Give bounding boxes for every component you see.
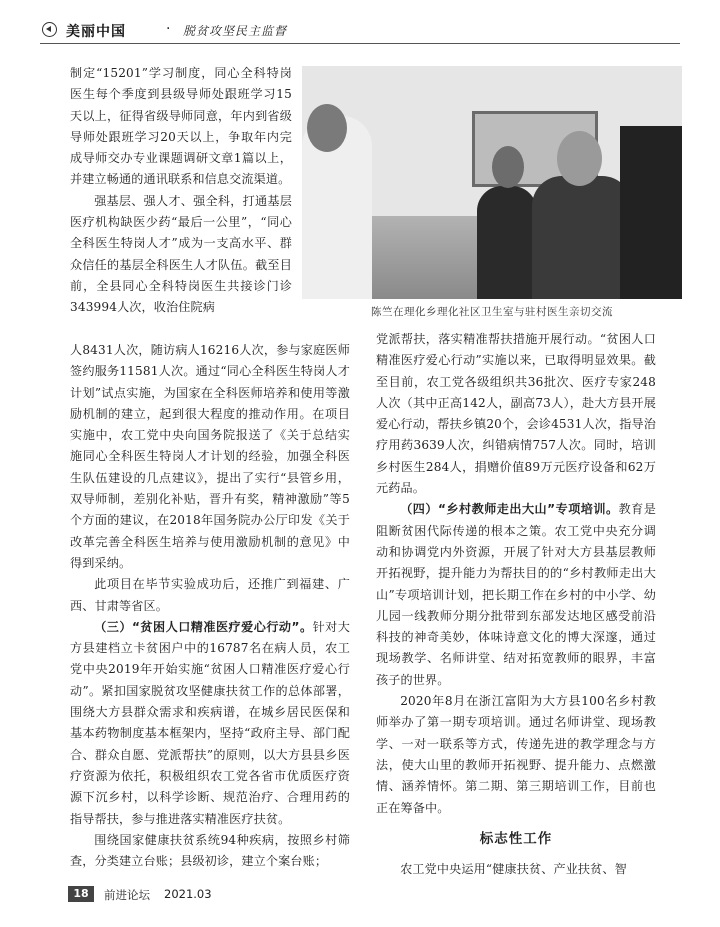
section-heading: （四）“乡村教师走出大山”专项培训。 bbox=[400, 502, 619, 517]
paragraph bbox=[70, 617, 350, 830]
paragraph bbox=[376, 499, 656, 691]
paragraph: 强基层、强人才、强全科，打通基层医疗机构缺医少药“最后一公里”，“同心全科医生特岗人才”成为一支高水平、群众信任的基层全科医生人才队伍。截至目前，全县同心全科特岗医生共接诊门诊343994人次，收治住院病 bbox=[70, 193, 292, 315]
issue-number: 2021.03 bbox=[164, 887, 212, 901]
left-column-bottom bbox=[70, 340, 350, 872]
title-separator: · bbox=[166, 21, 171, 37]
page-number: 18 bbox=[68, 886, 94, 902]
paragraph-text: 针对大方县建档立卡贫困户中的16787名在病人员，农工党中央2019年开始实施“贫困人口精准医疗爱心行动”。紧扣国家脱贫攻坚健康扶贫工作的总体部署，围绕大方县群众需求和疾病谱，在城乡居民医保和基本药物制度基本框架内，坚持“政府主导、部门配合、群众自愿、党派帮扶”的原则，以大方县县乡医疗资源为依托，积极组织农工党各省市优质医疗资源下沉乡村，以科学诊断、规范治疗、合理用药的指导帮扶，参与推进落实精准医疗扶贫。 bbox=[70, 619, 350, 826]
photo-caption: 陈竺在理化乡理化社区卫生室与驻村医生亲切交流 bbox=[371, 306, 613, 318]
paragraph: 人8431人次，随访病人16216人次，参与家庭医师签约服务11581人次。通过“同心全科医生特岗人才计划”试点实施，为国家在全科医师培养和使用等激励机制的建立，起到很大程度的推动作用。在项目实施中，农工党中央向国务院报送了《关于总结实施同心全科医生特岗人才计划的经验，加强全科医生队伍建设的几点建议》，提出了实行“县管乡用，双导师制，差别化补贴，晋升有奖，精神激励”等5个方面的建议，在2018年国务院办公厅印发《关于改革完善全科医生培养与使用激励机制的意见》中得到采纳。 bbox=[70, 343, 350, 570]
article-photo bbox=[302, 66, 682, 299]
journal-name: 前进论坛 bbox=[104, 888, 150, 902]
section-title: 美丽中国 bbox=[66, 24, 126, 40]
page-header bbox=[40, 21, 680, 44]
paragraph: 农工党中央运用“健康扶贫、产业扶贫、智 bbox=[400, 862, 627, 877]
paragraph: 2020年8月在浙江富阳为大方县100名乡村教师举办了第一期专项培训。通过名师讲堂、现场教学、一对一联系等方式，传递先进的教学理念与方法，使大山里的教师开拓视野、提升能力、点燃激情、涵养情怀。第二期、第三期培训工作，目前也正在筹备中。 bbox=[376, 694, 656, 815]
paragraph: 制定“15201”学习制度，同心全科特岗医生每个季度到县级导师处跟班学习15天以上，征得省级导师同意，年内到省级导师处跟班学习20天以上，争取年内完成导师交办专业课题调研文章1篇以上，并建立畅通的通讯联系和信息交流渠道。 bbox=[70, 66, 292, 187]
left-column-top bbox=[70, 63, 292, 319]
paragraph-text: 教育是阻断贫困代际传递的根本之策。农工党中央充分调动和协调党内外资源，开展了针对大方县基层教师开拓视野，提升能力为帮扶目的的“乡村教师走出大山”专项培训计划，把长期工作在乡村的中小学、幼儿园一线教师分期分批带到东部发达地区感受前沿科技的神奇美妙，体味诗意文化的博大深邃，通过现场教学、名师讲堂、结对拓宽教师的眼界，丰富孩子的世界。 bbox=[376, 502, 656, 687]
page-footer bbox=[68, 886, 680, 904]
paragraph: 此项目在毕节实验成功后，还推广到福建、广西、甘肃等省区。 bbox=[70, 577, 350, 613]
subheading: 标志性工作 bbox=[479, 830, 553, 847]
section-heading: （三）“贫困人口精准医疗爱心行动”。 bbox=[94, 619, 313, 634]
paragraph: 围绕国家健康扶贫系统94种疾病，按照乡村筛查，分类建立台账；县级初诊，建立个案台账； bbox=[70, 832, 350, 869]
paragraph: 党派帮扶，落实精准帮扶措施开展行动。“贫困人口精准医疗爱心行动”实施以来，已取得明显效果。截至目前，农工党各级组织共36批次、医疗专家248人次（其中正高142人，副高73人），赴大方县开展爱心行动，帮扶乡镇20个，会诊4531人次，指导治疗用药3639人次，纠错病情757人次。同时，培训乡村医生284人，捐赠价值89万元医疗设备和62万元药品。 bbox=[376, 332, 656, 496]
section-subtitle: 脱贫攻坚民主监督 bbox=[183, 24, 288, 38]
right-column bbox=[376, 329, 656, 880]
back-arrow-icon bbox=[42, 22, 57, 37]
